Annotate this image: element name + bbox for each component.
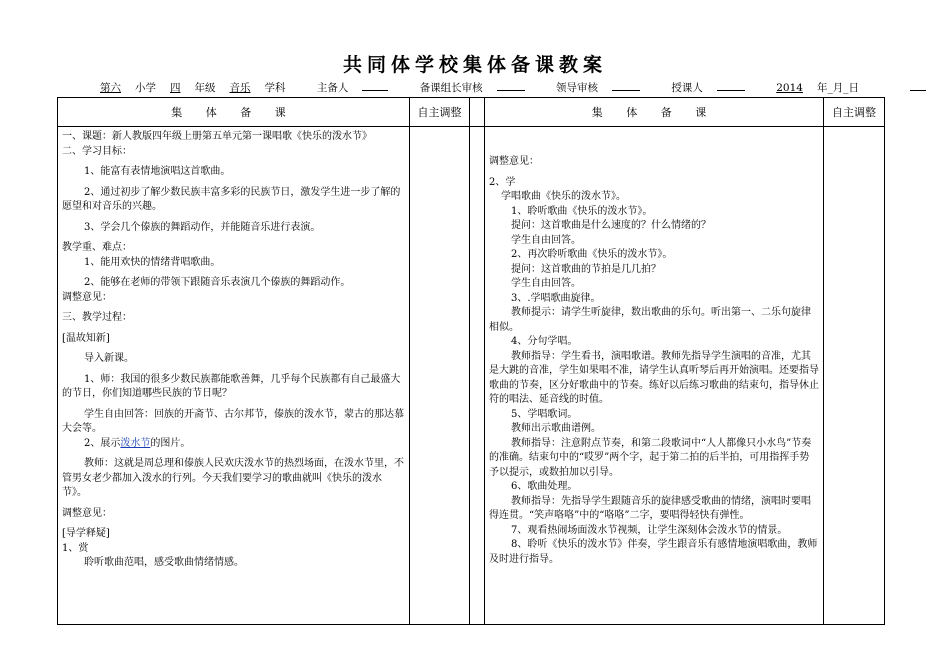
- right-paragraph: 教师指导：先指导学生跟随音乐的旋律感受歌曲的情绪，演唱时要唱得连贯。“笑声咯咯”中的“咯咯”二字，要唱得轻快有弹性。: [489, 495, 811, 521]
- header-collective-right: 集 体 备 课: [485, 98, 824, 127]
- left-paragraph: 一、课题：新人教版四年级上册第五单元第一课唱歌《快乐的泼水节》: [62, 131, 372, 142]
- header-collective-left: 集 体 备 课: [58, 98, 410, 127]
- header-self-adjust-left: 自主调整: [410, 98, 470, 127]
- meta-school: 第六 小学 四 年级 音乐 学科: [100, 82, 286, 94]
- right-paragraph: 7、观看热闹场面泼水节视频，让学生深刻体会泼水节的情景。: [511, 524, 788, 536]
- spacer-cell: [470, 127, 485, 625]
- right-paragraph: 教师指导：注意附点节奏，和第二段歌词中“人人都像只小水鸟”节奏的准确。结束句中的“哎罗”两个字，起于第二拍的后半拍，可用指挥手势予以提示，或数拍加以引导。: [489, 437, 812, 478]
- left-paragraph: 1、师：我国的很多少数民族都能歌善舞，几乎每个民族都有自己最盛大的节日，你们知道哪些民族的节日呢？: [62, 373, 401, 399]
- meta-date: 2014 年_月_日: [776, 82, 859, 94]
- left-paragraph: 教学重、难点：: [62, 242, 132, 253]
- left-paragraph: 二、学习目标：: [62, 145, 132, 157]
- left-paragraph: 1、能富有表情地演唱这首歌曲。: [84, 166, 231, 177]
- meta-host: 主备人: [317, 82, 403, 94]
- right-paragraph: 6、歌曲处理。: [511, 481, 578, 492]
- left-paragraph: 2、展示泼水节的图片。: [84, 437, 191, 449]
- meta-lead-review: 领导审核: [556, 82, 654, 94]
- right-paragraph: 3、.学唱歌曲旋律。: [511, 292, 601, 304]
- right-content: [485, 127, 823, 567]
- left-self-adjust-cell: [410, 127, 470, 625]
- left-paragraph: 学生自由回答：回族的开斋节、古尔邦节，傣族的泼水节，蒙古的那达慕大会等。: [62, 408, 404, 434]
- left-paragraph: 3、学会几个傣族的舞蹈动作，并能随音乐进行表演。: [84, 221, 321, 233]
- left-paragraph: 调整意见：: [62, 291, 112, 303]
- header-self-adjust-right: 自主调整: [824, 98, 885, 127]
- left-paragraph: 2、通过初步了解少数民族丰富多彩的民族节日，激发学生进一步了解的愿望和对音乐的兴趣。: [62, 186, 401, 212]
- left-paragraph: 1、赏: [62, 542, 89, 554]
- left-content-cell: [58, 127, 410, 625]
- left-paragraph: [温故知新]: [62, 332, 110, 344]
- right-paragraph: 教师出示歌曲谱例。: [511, 423, 601, 434]
- right-paragraph: 教师提示：请学生听旋律，数出歌曲的乐句。听出第一、二乐句旋律相似。: [489, 307, 811, 333]
- table-body-row: [58, 127, 885, 625]
- page-title: 共同体学校集体备课教案: [342, 54, 607, 76]
- lesson-plan-table: [57, 97, 885, 625]
- right-content-cell: [485, 127, 824, 625]
- left-paragraph: 2、能够在老师的带领下跟随音乐表演几个傣族的舞蹈动作。: [84, 277, 351, 288]
- right-paragraph: 调整意见：: [489, 156, 539, 167]
- left-paragraph: [导学释疑]: [62, 528, 110, 539]
- right-paragraph: 学生自由回答。: [511, 234, 581, 246]
- table-header-row: [58, 98, 885, 127]
- right-paragraph: 4、分句学唱。: [511, 336, 578, 347]
- left-paragraph: 三、教学过程：: [62, 312, 132, 323]
- right-paragraph: 1、聆听歌曲《快乐的泼水节》。: [511, 205, 653, 217]
- right-paragraph: 5、学唱歌词。: [511, 408, 578, 420]
- left-paragraph: 调整意见：: [62, 507, 112, 519]
- left-paragraph: 导入新课。: [84, 353, 134, 364]
- right-paragraph: 8、聆听《快乐的泼水节》伴奏，学生跟音乐有感情地演唱歌曲，教师及时进行指导。: [489, 539, 818, 565]
- meta-leader: 备课组长审核: [420, 82, 539, 94]
- right-paragraph: 教师指导：学生看书，演唱歌谱。教师先指导学生演唱的音准，尤其是大跳的音准，学生如果唱不准，请学生认真听琴后再开始演唱。还要指导歌曲的节奏，区分好歌曲中的节奏。练好以后练习歌曲的结束句，指导休止符的唱法、延音线的时值。: [489, 350, 819, 405]
- header-meta: [100, 80, 940, 95]
- meta-teacher: 授课人: [671, 82, 759, 94]
- right-paragraph: 2、再次聆听歌曲《快乐的泼水节》。: [511, 249, 673, 260]
- left-paragraph: 教师：这就是周总理和傣族人民欢庆泼水节的热烈场面，在泼水节里，不管男女老少都加入泼水的行列。今天我们要学习的歌曲就叫《快乐的泼水节》。: [62, 458, 404, 498]
- right-paragraph: 提问：这首歌曲是什么速度的？什么情绪的？: [511, 220, 711, 231]
- left-content: [58, 127, 409, 571]
- right-paragraph: 提问：这首歌曲的节拍是几几拍？: [511, 263, 661, 275]
- left-paragraph: 1、能用欢快的情绪背唱歌曲。: [84, 256, 221, 268]
- right-paragraph: 学生自由回答。: [511, 278, 581, 289]
- right-paragraph: 学唱歌曲《快乐的泼水节》。: [501, 191, 626, 202]
- water-festival-link[interactable]: 泼水节: [120, 437, 151, 449]
- right-self-adjust-cell: [824, 127, 885, 625]
- left-paragraph: 聆听歌曲范唱，感受歌曲情绪情感。: [84, 557, 244, 568]
- right-paragraph: 2、学: [489, 176, 516, 188]
- header-spacer: [470, 98, 485, 127]
